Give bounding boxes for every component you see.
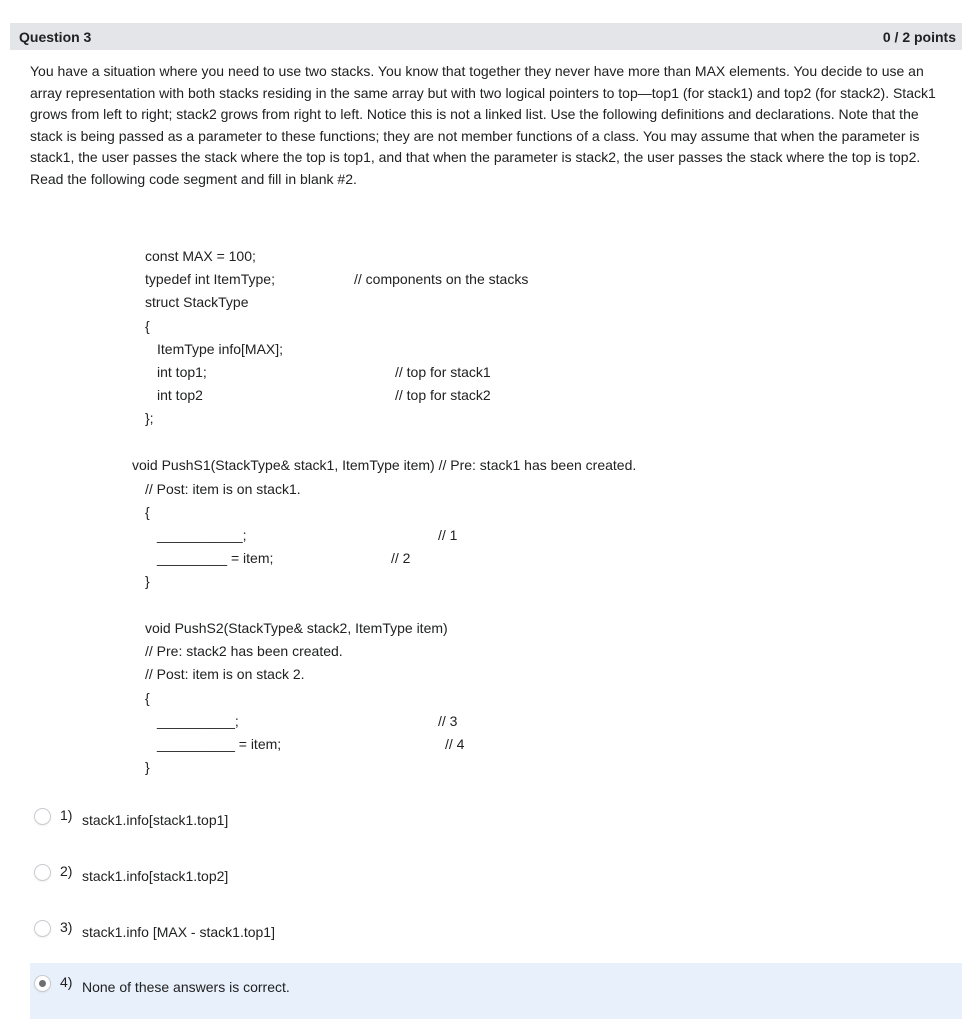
option-number: 2) [60, 863, 73, 879]
code-top1-field: int top1; [157, 364, 207, 380]
question-title: Question 3 [19, 28, 92, 45]
option-label[interactable]: stack1.info[stack1.top2] [82, 868, 229, 884]
answer-option-4[interactable] [30, 963, 962, 1019]
code-pushs2-pre: // Pre: stack2 has been created. [145, 643, 343, 659]
code-open-brace: { [145, 690, 150, 706]
code-blank3-comment: // 3 [438, 713, 458, 729]
question-header [10, 23, 962, 50]
answer-option-1[interactable] [30, 796, 962, 852]
code-open-brace: { [145, 504, 150, 520]
code-top1-comment: // top for stack1 [395, 364, 491, 380]
code-pushs1-signature: void PushS1(StackType& stack1, ItemType item) // Pre: stack1 has been created. [132, 457, 637, 473]
option-number: 3) [60, 919, 73, 935]
code-close-struct: }; [145, 410, 154, 426]
radio-button[interactable] [34, 808, 51, 825]
question-points: 0 / 2 points [882, 28, 956, 45]
code-info-field: ItemType info[MAX]; [157, 341, 284, 357]
code-pushs2-signature: void PushS2(StackType& stack2, ItemType item) [145, 620, 448, 636]
code-blank4-comment: // 4 [445, 736, 465, 752]
code-typedef-comment: // components on the stacks [354, 271, 529, 287]
option-label[interactable]: stack1.info[stack1.top1] [82, 812, 229, 828]
code-pushs2-post: // Post: item is on stack 2. [145, 666, 305, 682]
code-top2-field: int top2 [157, 387, 203, 403]
code-close-brace: } [145, 573, 150, 589]
code-blank2-comment: // 2 [391, 550, 411, 566]
option-label[interactable]: None of these answers is correct. [82, 979, 290, 995]
radio-button[interactable] [34, 920, 51, 937]
radio-button-selected[interactable] [34, 975, 51, 992]
code-blank1-comment: // 1 [438, 527, 458, 543]
code-const-max: const MAX = 100; [145, 248, 256, 264]
code-blank4: __________ = item; [157, 736, 282, 752]
option-label[interactable]: stack1.info [MAX - stack1.top1] [82, 924, 275, 940]
option-number: 1) [60, 807, 73, 823]
code-pushs1-post: // Post: item is on stack1. [145, 481, 301, 497]
code-open-brace: { [145, 318, 150, 334]
code-typedef: typedef int ItemType; [145, 271, 275, 287]
answer-option-3[interactable] [30, 908, 962, 964]
code-close-brace: } [145, 759, 150, 775]
radio-selected-dot [39, 980, 46, 987]
code-blank1: ___________; [157, 527, 247, 543]
option-number: 4) [60, 974, 73, 990]
code-blank3: __________; [157, 713, 239, 729]
question-stem: You have a situation where you need to use two stacks. You know that together they never have more than MAX elements. You decide to use an array representation with both stacks residing in the same array but with two logical pointers to top—top1 (for stack1) and top2 (for stack2). Stack1 grows from left to right; stack2 grows from right to left. Notice this is not a linked list. Use the following definitions and declarations. Note that the stack is being passed as a parameter to these functions; they are not member functions of a class. You may assume that when the parameter is stack1, the user passes the stack where the top is top1, and that when the parameter is stack2, the user passes the stack where the top is top2. Read the following code segment and fill in blank #2. [30, 63, 936, 187]
code-blank2: _________ = item; [157, 550, 274, 566]
radio-button[interactable] [34, 864, 51, 881]
answer-option-2[interactable] [30, 852, 962, 908]
code-struct-decl: struct StackType [145, 294, 249, 310]
code-top2-comment: // top for stack2 [395, 387, 491, 403]
